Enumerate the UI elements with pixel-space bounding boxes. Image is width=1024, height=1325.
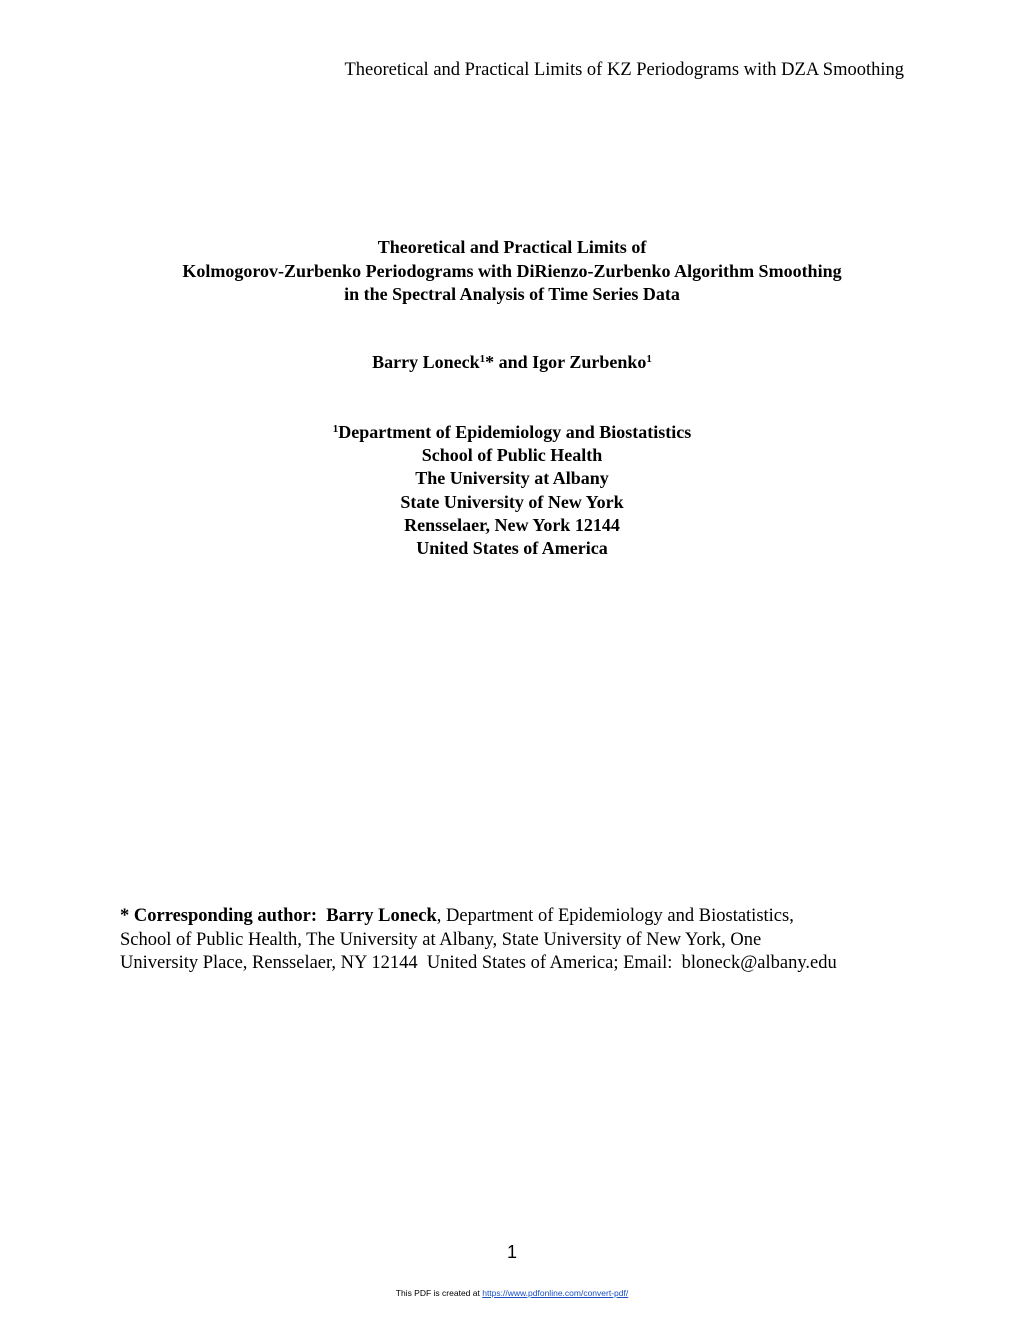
affiliation-line-3: The University at Albany	[415, 468, 609, 489]
running-header: Theoretical and Practical Limits of KZ Periodograms with DZA Smoothing	[344, 60, 904, 80]
affiliation-line-4: State University of New York	[400, 491, 624, 512]
corresponding-line-1-rest: , Department of Epidemiology and Biostatistics,	[436, 906, 794, 926]
title-line-2: Kolmogorov-Zurbenko Periodograms with DiRienzo-Zurbenko Algorithm Smoothing	[182, 260, 842, 281]
author-2-name: Igor Zurbenko	[532, 352, 647, 372]
pdf-footer-text: This PDF is created at	[395, 1288, 483, 1298]
corresponding-label: * Corresponding author:	[120, 906, 318, 926]
title-line-1: Theoretical and Practical Limits of	[377, 237, 647, 257]
author-1-affiliation-mark: 1	[479, 353, 486, 365]
corresponding-line-3: University Place, Rensselaer, NY 12144 United States of America; Email: bloneck@albany.edu	[120, 953, 837, 973]
pdf-footer-link[interactable]: https://www.pdfonline.com/convert-pdf/	[482, 1288, 629, 1298]
affiliation-block	[0, 421, 1024, 560]
affiliation-line-1: Department of Epidemiology and Biostatistics	[338, 422, 692, 442]
title-line-3: in the Spectral Analysis of Time Series Data	[344, 284, 680, 304]
affiliation-mark: 1	[332, 423, 339, 435]
page-number: 1	[506, 1242, 517, 1262]
paper-title	[0, 236, 1024, 307]
corresponding-line-2: School of Public Health, The University at Albany, State University of New York, One	[120, 929, 762, 950]
affiliation-line-6: United States of America	[416, 538, 608, 559]
corresponding-author-mark: *	[485, 352, 495, 372]
affiliation-line-5: Rensselaer, New York 12144	[404, 514, 620, 535]
corresponding-name: Barry Loneck	[326, 906, 437, 926]
pdf-footer	[0, 1288, 1024, 1298]
author-1-name: Barry Loneck	[372, 352, 480, 372]
affiliation-department	[0, 421, 1024, 444]
corresponding-line-1	[120, 905, 920, 929]
author-2-affiliation-mark: 1	[646, 353, 652, 365]
author-connector: and	[494, 352, 533, 372]
affiliation-line-2: School of Public Health	[421, 445, 603, 466]
author-list	[0, 352, 1024, 373]
corresponding-author-note	[120, 905, 920, 976]
